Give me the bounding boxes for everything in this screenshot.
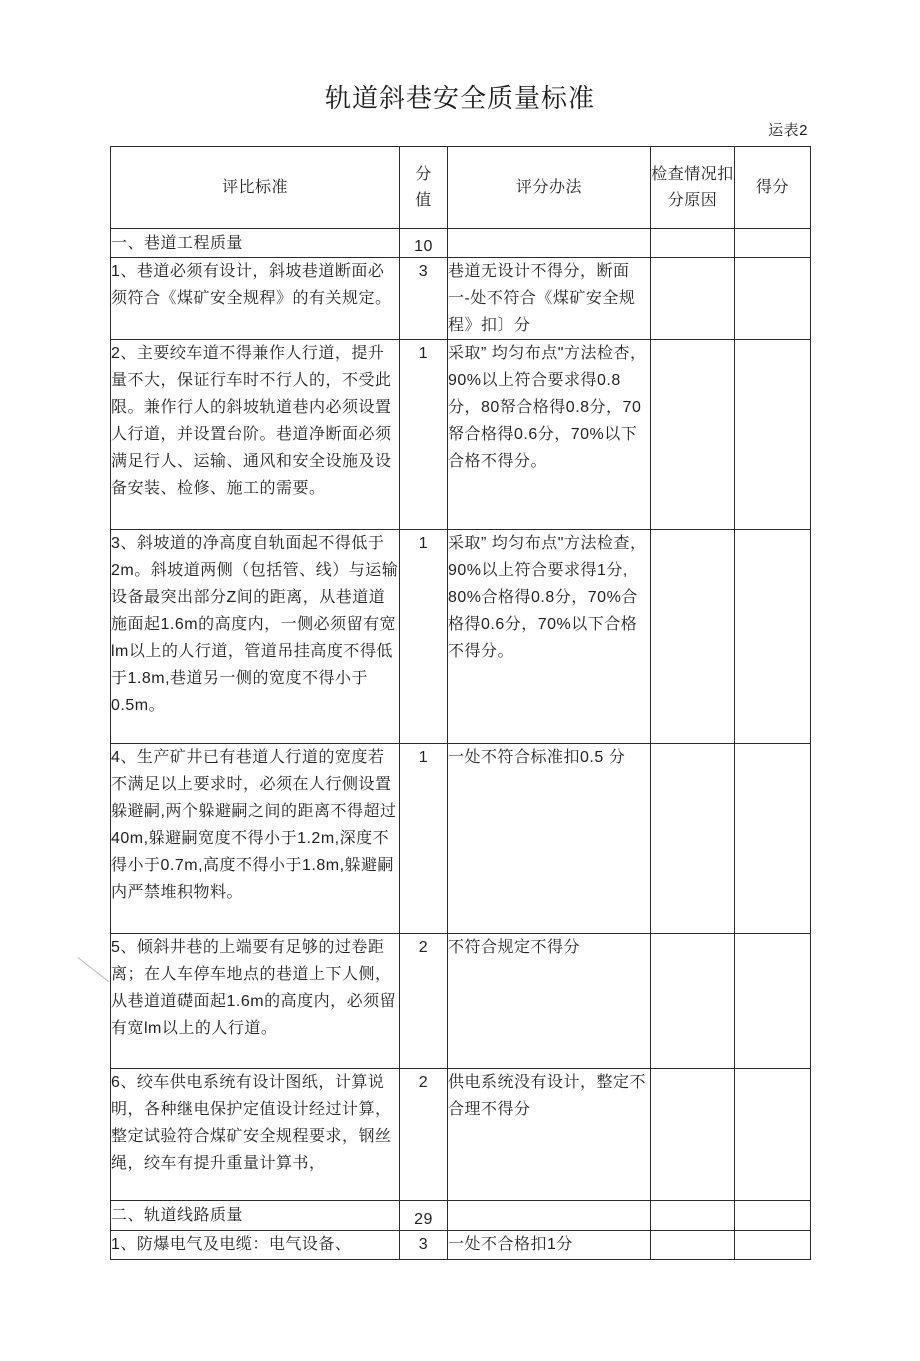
- score-value-cell: 1: [400, 530, 448, 744]
- criteria-cell: 1、巷道必须有设计，斜坡巷道断面必须符合《煤矿安全规稈》的有关规定。: [111, 258, 400, 340]
- criteria-cell: 二、轨道线路质量: [111, 1201, 400, 1231]
- criteria-cell: 5、倾斜井巷的上端要有足够的过卷距离；在人车停车地点的巷道上下人侧，从巷道道礎面起1.6m的高度内，必须留有宽lm以上的人行道。: [111, 934, 400, 1069]
- scoring-method-cell: 不符合规定不得分: [448, 934, 651, 1069]
- inspection-cell: [651, 340, 735, 530]
- scan-artifact-line: [77, 957, 109, 982]
- score-value-cell: 2: [400, 934, 448, 1069]
- table-row: [111, 1069, 811, 1201]
- standards-table: [110, 146, 811, 1260]
- table-label: 运表2: [768, 122, 808, 139]
- section-row: [111, 229, 811, 258]
- section-row: [111, 1201, 811, 1231]
- criteria-cell: 2、主要绞车道不得兼作人行道，提升量不大，保证行车时不行人的，不受此限。兼作行人的斜坡轨道巷内必须设置人行道，并设置台阶。巷道净断面必须满足行人、运输、通风和安全设施及设备安装、检修、施工的需要。: [111, 340, 400, 530]
- score-value-cell: 1: [400, 340, 448, 530]
- inspection-cell: [651, 258, 735, 340]
- score-cell: [735, 1201, 811, 1231]
- score-cell: [735, 1069, 811, 1201]
- score-cell: [735, 229, 811, 258]
- scoring-method-cell: 一处不符合标准扣0.5 分: [448, 744, 651, 934]
- criteria-cell: 1、防爆电气及电缆：电气设备、: [111, 1231, 400, 1260]
- col-header-scoring-method: 评分办法: [448, 147, 651, 229]
- inspection-cell: [651, 744, 735, 934]
- criteria-cell: 4、生产矿井已有巷道人行道的宽度若不满足以上要求时，必须在人行侧设置躲避嗣,两个躲避嗣之间的距离不得超过40m,躲避嗣宽度不得小于1.2m,深度不得小于0.7m,高度不得小于1.8m,躲避嗣内严禁堆积物料。: [111, 744, 400, 934]
- page-title: 轨道斜巷安全质量标准: [324, 83, 595, 113]
- score-cell: [735, 258, 811, 340]
- table-row: [111, 744, 811, 934]
- table-header-row: [111, 147, 811, 229]
- scoring-method-cell: [448, 1201, 651, 1231]
- score-value-cell: 3: [400, 1231, 448, 1260]
- inspection-cell: [651, 530, 735, 744]
- inspection-cell: [651, 1231, 735, 1260]
- inspection-cell: [651, 1201, 735, 1231]
- score-cell: [735, 530, 811, 744]
- criteria-cell: 3、斜坡道的净高度自轨面起不得低于2m。斜坡道两侧（包括管、线）与运输设备最突出部分Z间的距离，从巷道道施面起1.6m的高度内，一侧必须留有宽lm以上的人行道，管道吊挂高度不得低于1.8m,巷道另一侧的宽度不得小于0.5m。: [111, 530, 400, 744]
- score-value-cell: 1: [400, 744, 448, 934]
- inspection-cell: [651, 1069, 735, 1201]
- col-header-score-value: 分值: [400, 147, 448, 229]
- score-value-cell: 2: [400, 1069, 448, 1201]
- table-row: [111, 530, 811, 744]
- criteria-cell: 6、绞车供电系统有设计图纸，计算说明，各种继电保护定值设计经过计算，整定试验符合煤矿安全规程要求，钢丝绳，绞车有提升重量计算书，: [111, 1069, 400, 1201]
- inspection-cell: [651, 934, 735, 1069]
- inspection-cell: [651, 229, 735, 258]
- scoring-method-cell: 一处不合格扣1分: [448, 1231, 651, 1260]
- scoring-method-cell: [448, 229, 651, 258]
- col-header-criteria: 评比标准: [111, 147, 400, 229]
- scoring-method-cell: 供电系统没有设计，整定不合理不得分: [448, 1069, 651, 1201]
- col-header-inspection: 检查情况扣分原因: [651, 147, 735, 229]
- criteria-cell: 一、巷道工程质量: [111, 229, 400, 258]
- score-cell: [735, 1231, 811, 1260]
- scoring-method-cell: 巷道无设计不得分，断面一-处不符合《煤矿安全规程》扣〕分: [448, 258, 651, 340]
- score-value-cell: 3: [400, 258, 448, 340]
- score-value-cell: 29: [400, 1201, 448, 1231]
- scoring-method-cell: 采取” 均匀布点"方法检杏，90%以上符合要求得0.8分，80帑合格得0.8分，70帑合格得0.6分，70%以下合格不得分。: [448, 340, 651, 530]
- score-cell: [735, 340, 811, 530]
- score-cell: [735, 744, 811, 934]
- table-row: [111, 340, 811, 530]
- score-value-cell: 10: [400, 229, 448, 258]
- table-row: [111, 258, 811, 340]
- table-row: [111, 934, 811, 1069]
- col-header-score: 得分: [735, 147, 811, 229]
- score-cell: [735, 934, 811, 1069]
- table-row: [111, 1231, 811, 1260]
- scoring-method-cell: 采取” 均匀布点"方法检查，90%以上符合要求得1分, 80%合格得0.8分，70%合格得0.6分，70%以下合格不得分。: [448, 530, 651, 744]
